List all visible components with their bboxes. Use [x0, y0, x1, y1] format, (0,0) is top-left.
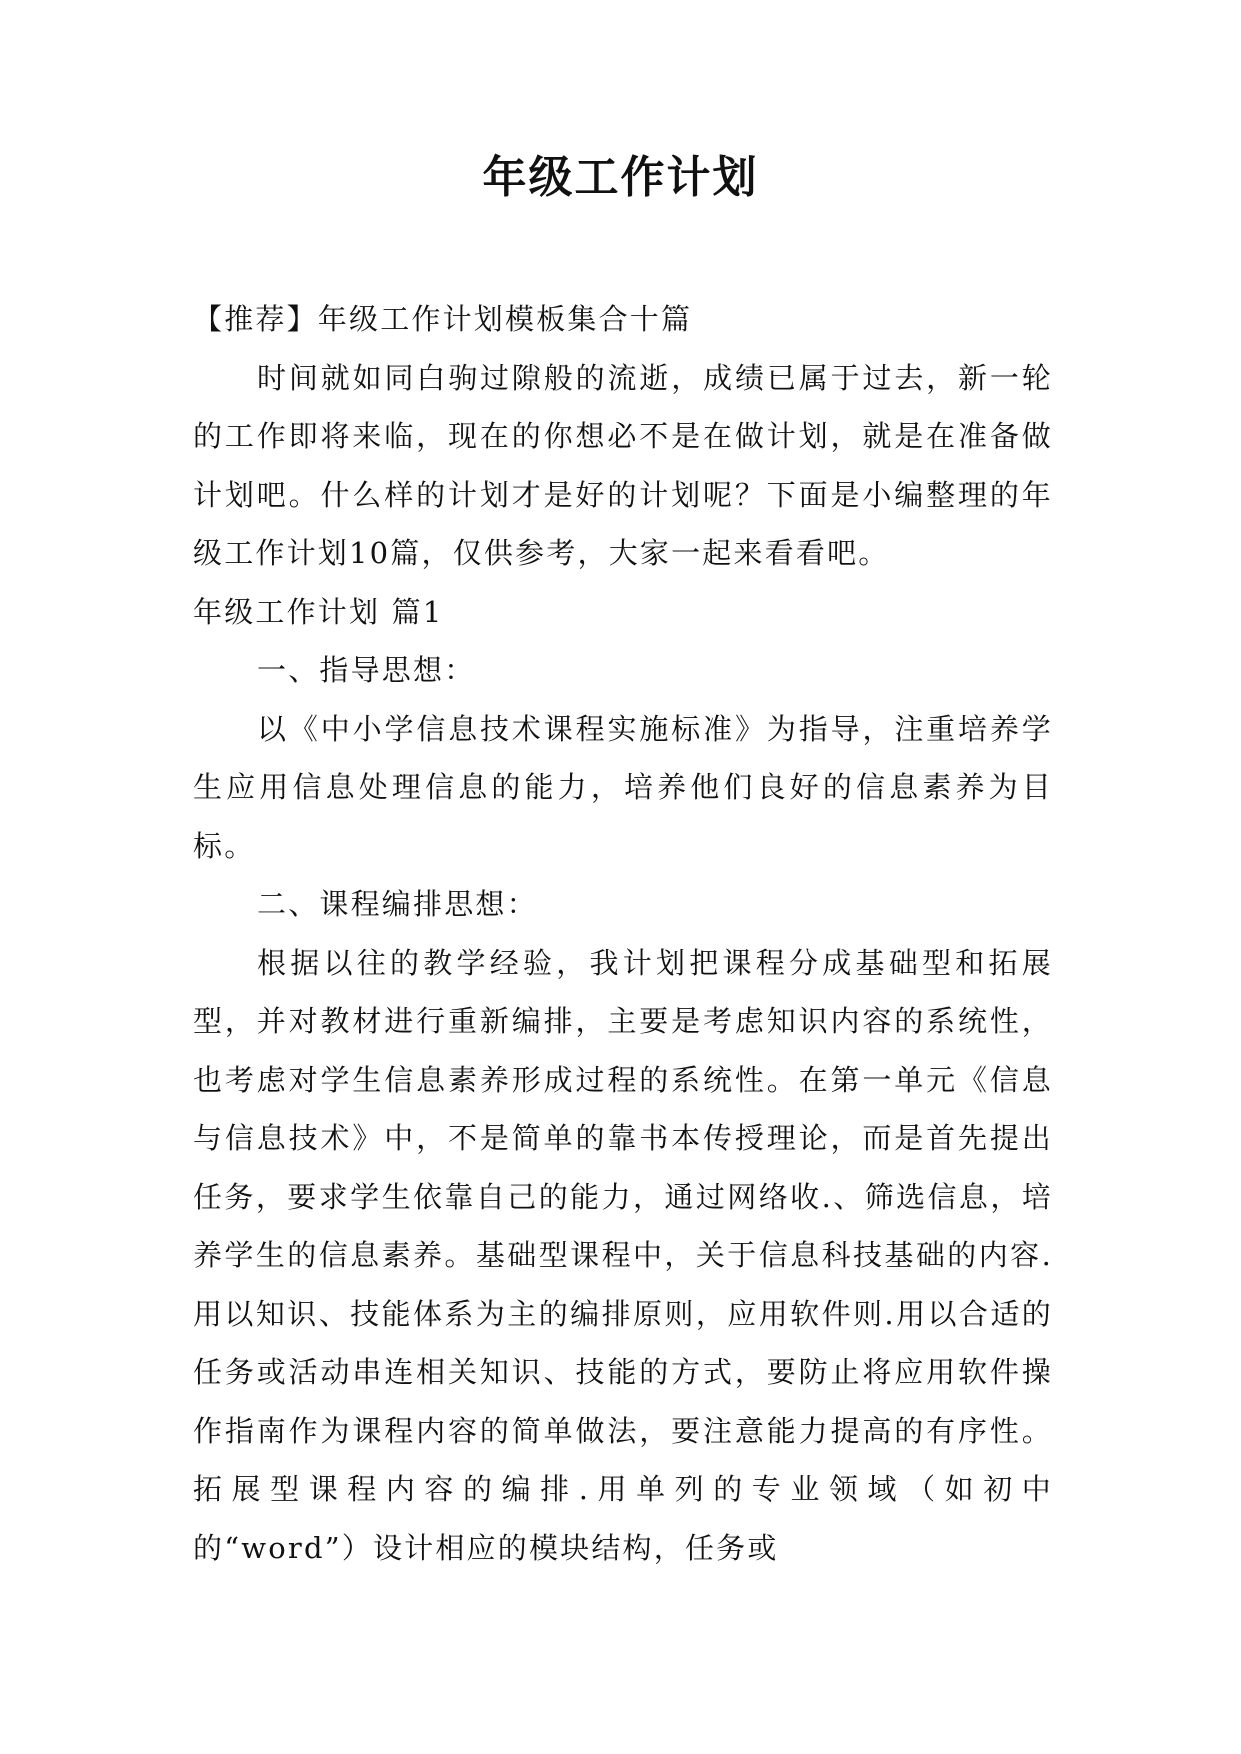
course-arrangement-paragraph: 根据以往的教学经验，我计划把课程分成基础型和拓展型，并对教材进行重新编排，主要是考虑知识内容的系统性，也考虑对学生信息素养形成过程的系统性。在第一单元《信息与信息技术》中，不是简单的靠书本传授理论，而是首先提出任务，要求学生依靠自己的能力，通过网络收.、筛选信息，培养学生的信息素养。基础型课程中，关于信息科技基础的内容.用以知识、技能体系为主的编排原则，应用软件则.用以合适的任务或活动串连相关知识、技能的方式，要防止将应用软件操作指南作为课程内容的简单做法，要注意能力提高的有序性。拓展型课程内容的编排.用单列的专业领域（如初中的“word”）设计相应的模块结构，任务或 — [193, 945, 1053, 1565]
document-body — [193, 290, 1053, 1577]
document-title: 年级工作计划 — [482, 152, 759, 203]
recommendation-line: 【推荐】年级工作计划模板集合十篇 — [193, 302, 693, 336]
guiding-ideology-paragraph: 以《中小学信息技术课程实施标准》为指导，注重培养学生应用信息处理信息的能力，培养他们良好的信息素养为目标。 — [193, 711, 1053, 863]
subheading-guiding-ideology: 一、指导思想： — [257, 653, 476, 687]
section-heading: 年级工作计划 篇1 — [193, 594, 444, 629]
intro-paragraph: 时间就如同白驹过隙般的流逝，成绩已属于过去，新一轮的工作即将来临，现在的你想必不是在做计划，就是在准备做计划吧。什么样的计划才是好的计划呢？下面是小编整理的年级工作计划10篇，仅供参考，大家一起来看看吧。 — [193, 360, 1053, 570]
subheading-course-arrangement: 二、课程编排思想： — [257, 887, 538, 921]
